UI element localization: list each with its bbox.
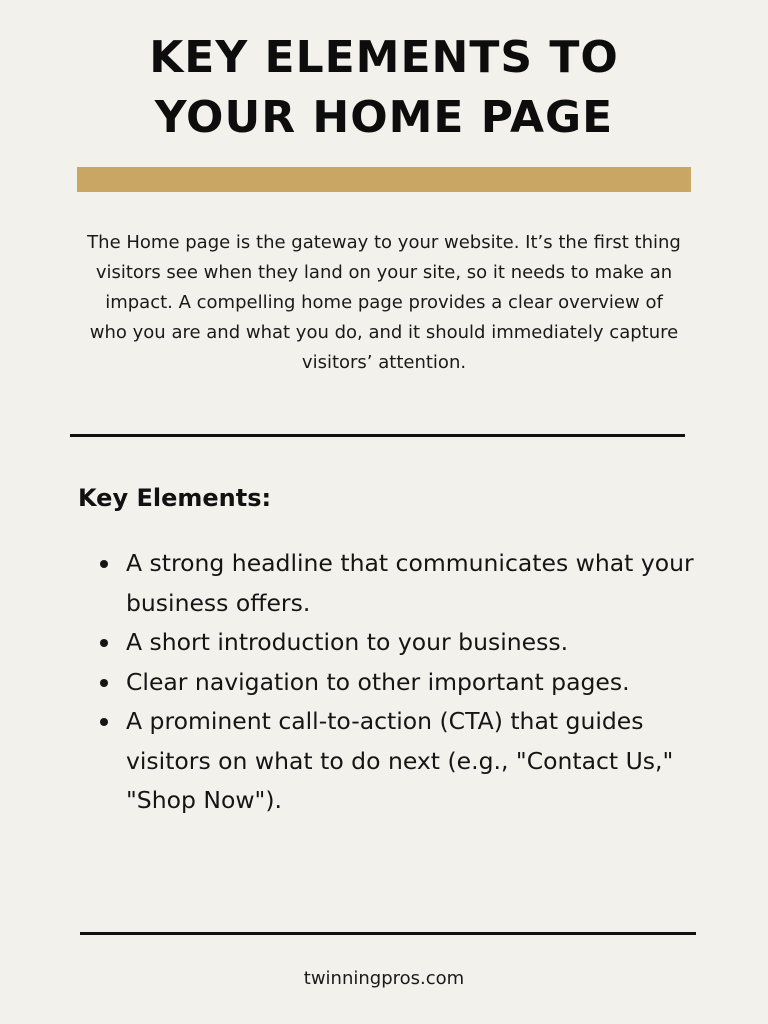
list-item-text: A prominent call-to-action (CTA) that guides visitors on what to do next (e.g., "Contact Us," "Shop Now").: [126, 707, 674, 814]
list-item-text: A short introduction to your business.: [126, 628, 569, 656]
bullet-icon: [100, 560, 108, 568]
list-item: [100, 544, 700, 623]
bullet-icon: [100, 718, 108, 726]
key-elements-list: [100, 544, 700, 821]
title-line-1: KEY ELEMENTS TO: [149, 32, 619, 83]
list-item: [100, 702, 700, 821]
bullet-icon: [100, 639, 108, 647]
page-title: [0, 28, 768, 148]
list-item: [100, 623, 700, 663]
top-divider: [70, 434, 685, 437]
gold-accent-bar: [77, 167, 691, 192]
intro-paragraph: The Home page is the gateway to your website. It’s the first thing visitors see when they land on your site, so it needs to make an impact. A compelling home page provides a clear overview of who you are and what you do, and it should immediately capture visitors’ attention.: [87, 232, 681, 373]
list-item-text: Clear navigation to other important pages.: [126, 667, 630, 696]
list-item-text: A strong headline that communicates what your business offers.: [126, 549, 694, 617]
bottom-divider: [80, 932, 696, 935]
key-elements-heading: Key Elements:: [78, 484, 272, 512]
bullet-icon: [100, 679, 108, 687]
list-item: [100, 663, 700, 703]
footer-website: twinningpros.com: [303, 968, 465, 989]
title-line-2: YOUR HOME PAGE: [154, 92, 614, 143]
